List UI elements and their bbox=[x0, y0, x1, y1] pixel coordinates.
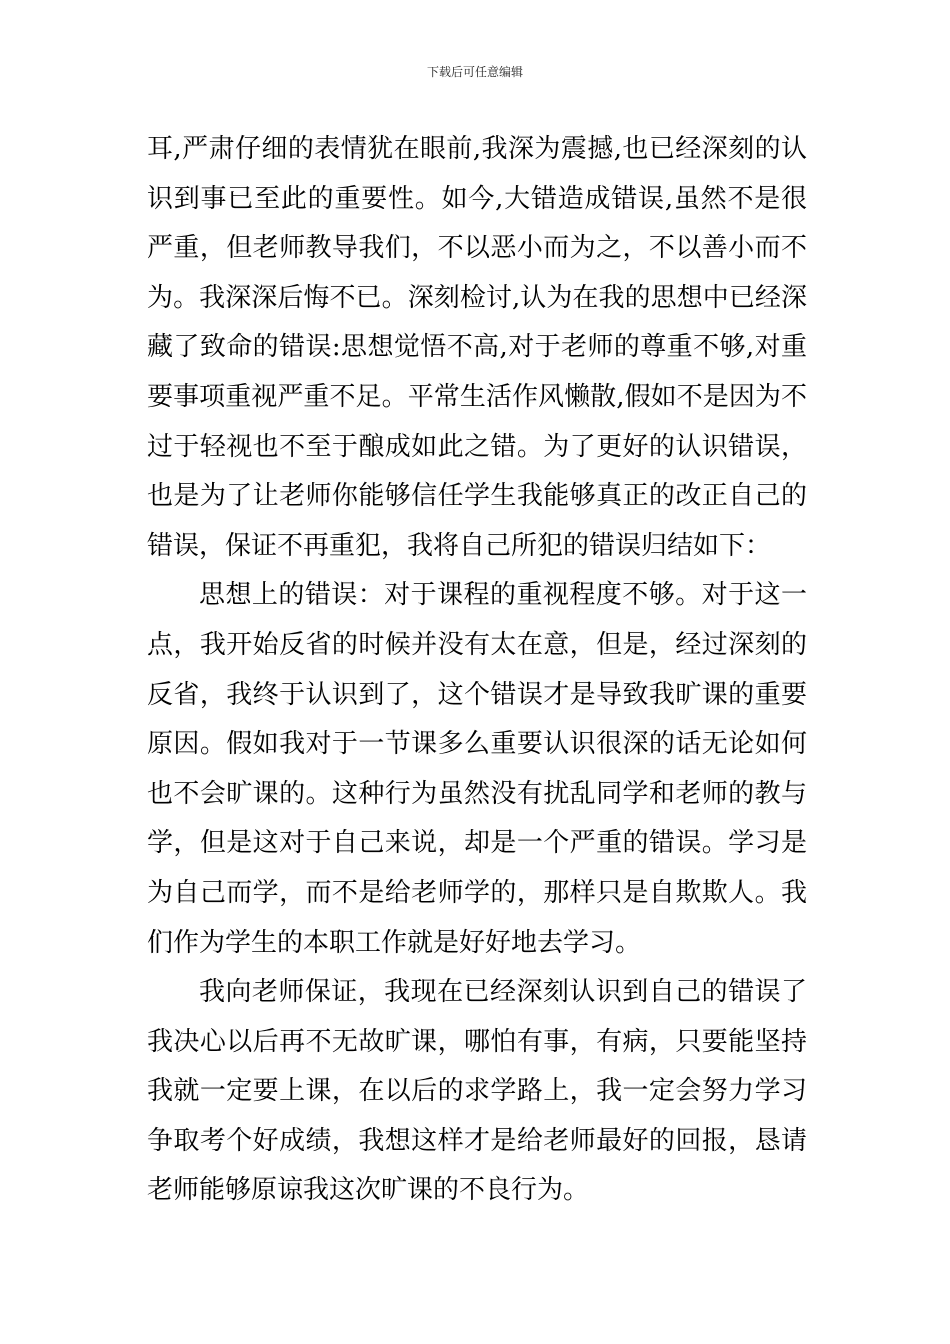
text-line: 反省，我终于认识到了，这个错误才是导致我旷课的重要 bbox=[147, 679, 807, 710]
text-line: 藏了致命的错误:思想觉悟不高,对于老师的尊重不够,对重 bbox=[147, 332, 807, 363]
text-line: 也不会旷课的。这种行为虽然没有扰乱同学和老师的教与 bbox=[147, 778, 807, 809]
text-line: 们作为学生的本职工作就是好好地去学习。 bbox=[147, 927, 642, 958]
text-line: 耳,严肃仔细的表情犹在眼前,我深为震撼,也已经深刻的认 bbox=[147, 134, 807, 164]
text-line: 严重，但老师教导我们，不以恶小而为之，不以善小而不 bbox=[147, 233, 807, 264]
text-line: 学，但是这对于自己来说，却是一个严重的错误。学习是 bbox=[147, 828, 807, 859]
text-line: 识到事已至此的重要性。如今,大错造成错误,虽然不是很 bbox=[147, 183, 807, 214]
text-line: 错误，保证不再重犯，我将自己所犯的错误归结如下： bbox=[147, 530, 772, 561]
text-line: 我向老师保证，我现在已经深刻认识到自己的错误了 bbox=[199, 977, 807, 1008]
text-line: 我就一定要上课，在以后的求学路上，我一定会努力学习 bbox=[147, 1076, 807, 1107]
text-line: 为。我深深后悔不已。深刻检讨,认为在我的思想中已经深 bbox=[147, 282, 807, 313]
text-line: 也是为了让老师你能够信任学生我能够真正的改正自己的 bbox=[147, 481, 807, 512]
text-line: 我决心以后再不无故旷课，哪怕有事，有病，只要能坚持 bbox=[147, 1026, 807, 1057]
text-line: 过于轻视也不至于酿成如此之错。为了更好的认识错误， bbox=[147, 431, 807, 462]
text-line: 争取考个好成绩，我想这样才是给老师最好的回报，恳请 bbox=[147, 1125, 807, 1156]
text-line: 思想上的错误：对于课程的重视程度不够。对于这一 bbox=[199, 580, 807, 611]
page-header: 下载后可任意编辑 bbox=[426, 65, 523, 79]
text-line: 原因。假如我对于一节课多么重要认识很深的话无论如何 bbox=[147, 729, 807, 760]
text-line: 要事项重视严重不足。平常生活作风懒散,假如不是因为不 bbox=[147, 381, 807, 412]
document-body bbox=[147, 125, 807, 1216]
text-line: 老师能够原谅我这次旷课的不良行为。 bbox=[147, 1175, 590, 1206]
text-line: 点，我开始反省的时候并没有太在意，但是，经过深刻的 bbox=[147, 629, 807, 660]
text-line: 为自己而学，而不是给老师学的，那样只是自欺欺人。我 bbox=[147, 877, 807, 908]
